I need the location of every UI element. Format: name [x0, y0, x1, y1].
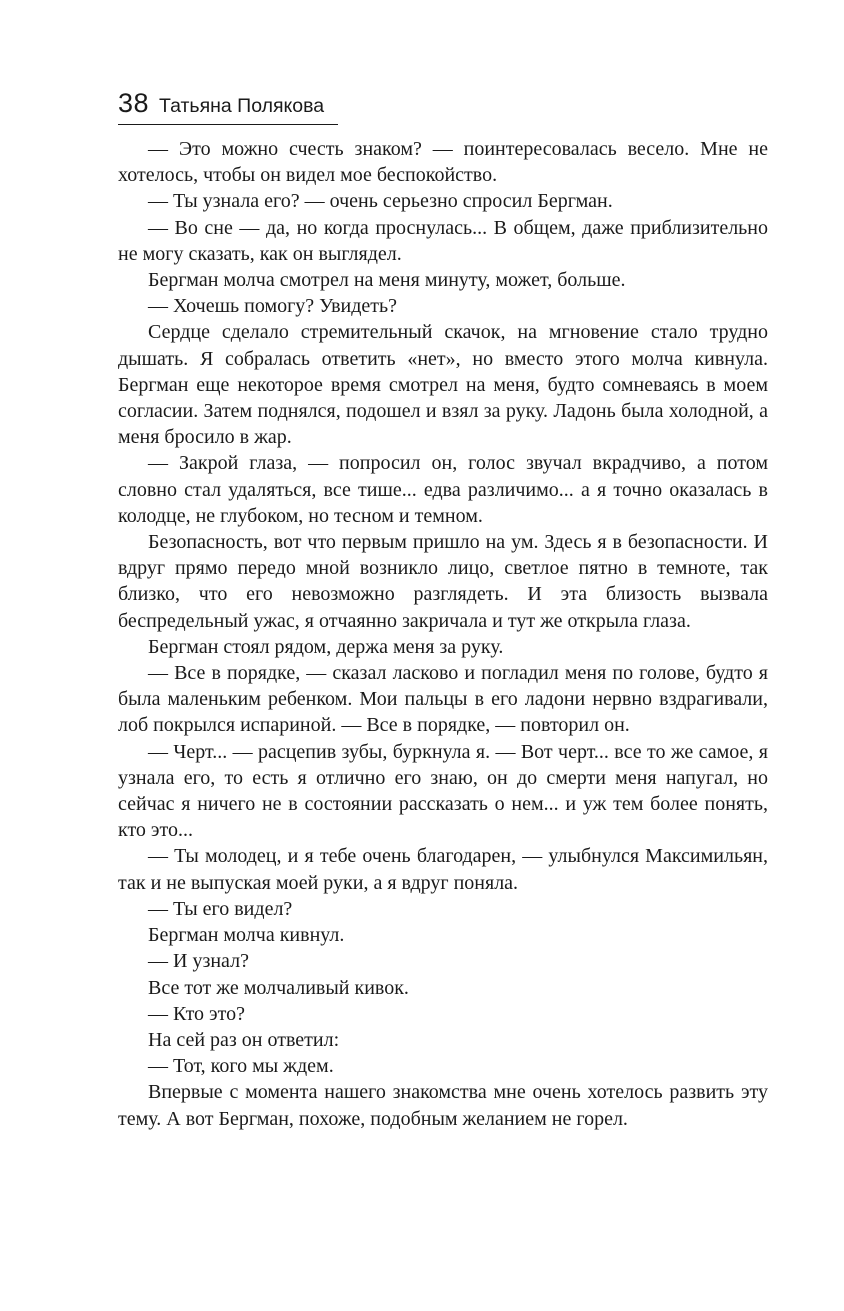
paragraph: Сердце сделало стремительный скачок, на мгновение стало трудно дышать. Я собралась ответить «нет», но вместо этого молча кивнула. Бергман еще некоторое время смотрел на меня, будто сомневаясь в моем согласии. Затем поднялся, подошел и взял за руку. Ладонь была холодной, а меня бросило в жар.	[118, 321, 768, 449]
paragraph: — Ты молодец, и я тебе очень благодарен, — улыбнулся Максимильян, так и не выпуская моей руки, а я вдруг поняла.	[118, 845, 768, 894]
paragraph: Впервые с момента нашего знакомства мне очень хотелось развить эту тему. А вот Бергман, похоже, подобным желанием не горел.	[118, 1081, 768, 1130]
paragraph: — Тот, кого мы ждем.	[148, 1055, 334, 1078]
paragraph: — Кто это?	[148, 1002, 245, 1025]
running-head	[118, 88, 338, 125]
body-text	[118, 136, 768, 1132]
paragraph: На сей раз он ответил:	[148, 1028, 340, 1051]
paragraph: Бергман молча кивнул.	[148, 924, 345, 947]
paragraph: — Ты узнала его? — очень серьезно спросил Бергман.	[148, 190, 613, 213]
paragraph: Все тот же молчаливый кивок.	[148, 976, 409, 999]
paragraph: — Ты его видел?	[148, 897, 293, 920]
paragraph: — И узнал?	[148, 950, 249, 973]
paragraph: — Черт... — расцепив зубы, буркнула я. — Вот черт... все то же самое, я узнала его, то есть я отлично его знаю, он до смерти меня напугал, но сейчас я ничего не в состоянии рассказать о нем... и уж тем более понять, кто это...	[118, 740, 768, 842]
author-name: Татьяна Полякова	[159, 95, 325, 117]
paragraph: — Во сне — да, но когда проснулась... В общем, даже приблизительно не могу сказать, как он выглядел.	[118, 216, 768, 265]
paragraph: — Закрой глаза, — попросил он, голос звучал вкрадчиво, а потом словно стал удаляться, все тише... едва различимо... а я точно оказалась в колодце, не глубоком, но тесном и темном.	[118, 452, 768, 527]
paragraph: — Все в порядке, — сказал ласково и погладил меня по голове, будто я была маленьким ребенком. Мои пальцы в его ладони нервно вздрагивали, лоб покрылся испариной. — Все в порядке, — повторил он.	[118, 662, 768, 737]
paragraph: Безопасность, вот что первым пришло на ум. Здесь я в безопасности. И вдруг прямо передо мной возникло лицо, светлое пятно в темноте, так близко, что его невозможно разглядеть. И эта близость вызвала беспредельный ужас, я отчаянно закричала и тут же открыла глаза.	[118, 531, 768, 632]
paragraph: Бергман молча смотрел на меня минуту, может, больше.	[148, 269, 626, 292]
paragraph: — Хочешь помогу? Увидеть?	[148, 295, 398, 318]
page-number: 38	[118, 88, 150, 118]
paragraph: — Это можно счесть знаком? — поинтересовалась весело. Мне не хотелось, чтобы он видел мое беспокойство.	[118, 138, 768, 187]
paragraph: Бергман стоял рядом, держа меня за руку.	[148, 635, 504, 658]
